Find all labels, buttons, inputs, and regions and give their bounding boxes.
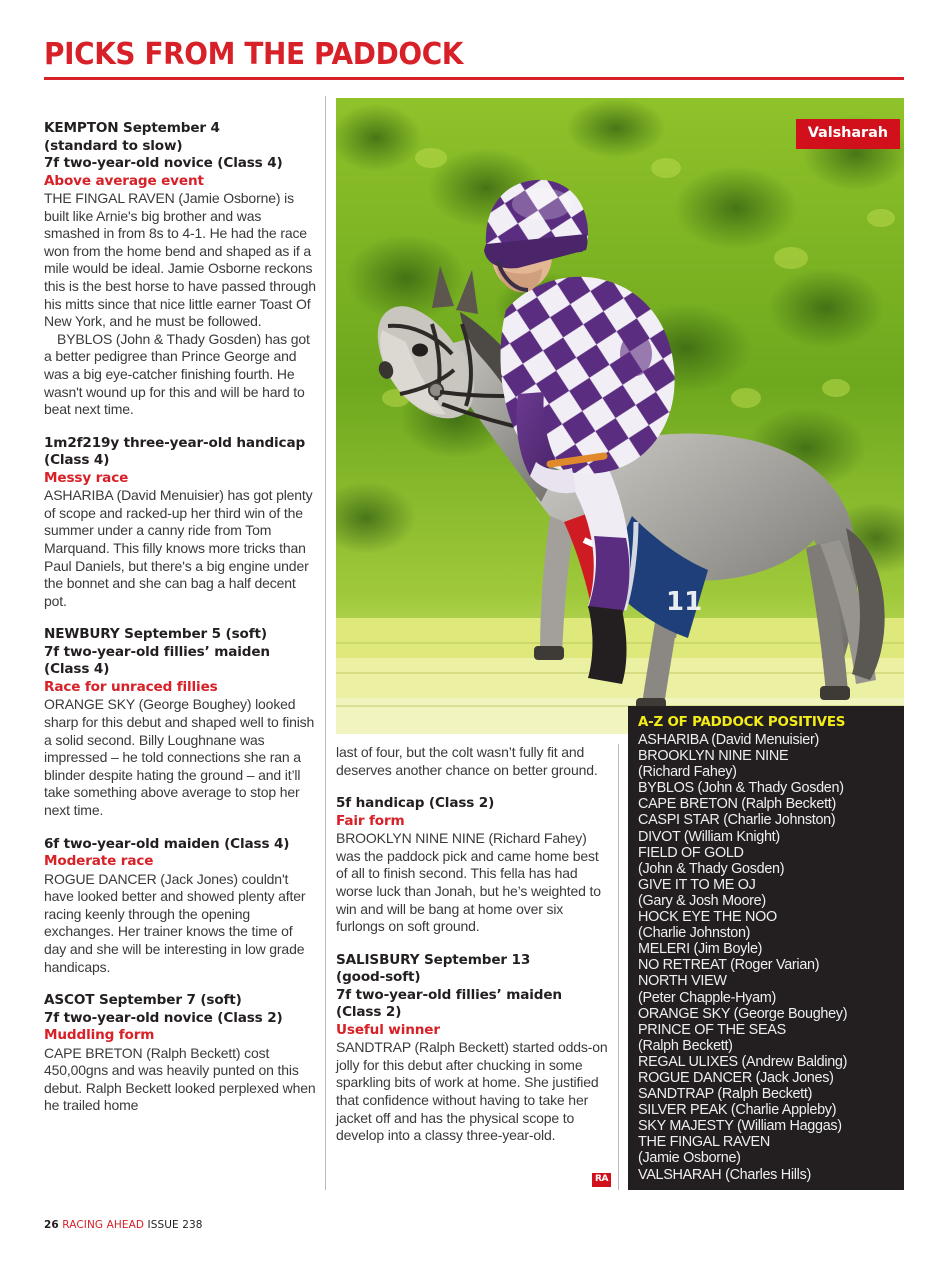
race-header: KEMPTON September 4 (standard to slow) 7f two-year-old novice (Class 4) (44, 120, 283, 171)
list-item: SILVER PEAK (Charlie Appleby) (638, 1102, 837, 1119)
race-subhead: Moderate race (44, 853, 154, 870)
footer-page-number: 26 (44, 1219, 59, 1231)
text-column-1 (44, 120, 316, 1115)
text-column-2 (336, 744, 608, 1145)
race-paragraph: ORANGE SKY (George Boughey) looked sharp for this debut and shaped well to finish a solid second. Billy Loughnane was impressed – he told connections she ran a blinder despite hating the ground – and it’ll take something above average to stop her next time. (44, 696, 315, 818)
list-item: (Peter Chapple-Hyam) (638, 989, 776, 1006)
list-item: MELERI (Jim Boyle) (638, 941, 763, 958)
list-item: NO RETREAT (Roger Varian) (638, 957, 820, 974)
photo-caption: Valsharah (796, 119, 900, 149)
list-item: (Ralph Beckett) (638, 1037, 733, 1054)
race-header: 5f handicap (Class 2) (336, 795, 495, 812)
end-of-article-mark: RA (592, 1173, 611, 1187)
column-divider-left (325, 96, 326, 1190)
race-subhead: Messy race (44, 469, 129, 486)
list-item: SANDTRAP (Ralph Beckett) (638, 1086, 813, 1103)
list-item: BROOKLYN NINE NINE (638, 748, 789, 765)
list-item: ASHARIBA (David Menuisier) (638, 732, 819, 748)
spacer (336, 779, 608, 795)
paddock-photo-illustration (336, 98, 904, 734)
a-z-box-title: A-Z OF PADDOCK POSITIVES (638, 715, 846, 730)
race-header: 1m2f219y three-year-old handicap (Class 4) (44, 434, 306, 469)
list-item: NORTH VIEW (638, 973, 727, 990)
list-item: SKY MAJESTY (William Haggas) (638, 1118, 842, 1135)
list-item: CASPI STAR (Charlie Johnston) (638, 812, 836, 829)
list-item: FIELD OF GOLD (638, 844, 744, 861)
race-paragraph: last of four, but the colt wasn’t fully fit and deserves another chance on better ground. (336, 744, 598, 778)
spacer (44, 820, 316, 836)
column-divider-right (618, 744, 619, 1190)
list-item: (John & Thady Gosden) (638, 860, 785, 877)
page-footer (44, 1219, 203, 1231)
list-item: REGAL ULIXES (Andrew Balding) (638, 1053, 848, 1070)
spacer (336, 936, 608, 952)
spacer (44, 419, 316, 435)
list-item: CAPE BRETON (Ralph Beckett) (638, 796, 836, 813)
list-item: ORANGE SKY (George Boughey) (638, 1005, 848, 1022)
page-title: PICKS FROM THE PADDOCK (44, 37, 464, 72)
race-paragraph: CAPE BRETON (Ralph Beckett) cost 450,00gns and was heavily punted on this debut. Ralph Beckett looked perplexed when he trailed home (44, 1044, 316, 1114)
race-header: SALISBURY September 13 (good-soft) 7f two-year-old fillies’ maiden (Class 2) (336, 951, 562, 1021)
race-paragraph: BYBLOS (John & Thady Gosden) has got a better pedigree than Prince George and was a big eye-catcher finishing fourth. He wasn't wound up for this and will be hard to beat next time. (44, 330, 310, 418)
race-block (336, 795, 608, 936)
list-item: HOCK EYE THE NOO (638, 909, 777, 926)
a-z-entry-list (638, 732, 894, 1183)
race-subhead: Race for unraced fillies (44, 678, 218, 695)
footer-magazine-name: RACING AHEAD (62, 1219, 145, 1231)
race-header: NEWBURY September 5 (soft) 7f two-year-old fillies’ maiden (Class 4) (44, 626, 270, 678)
race-block (44, 626, 316, 819)
spacer (44, 610, 316, 626)
list-item: PRINCE OF THE SEAS (638, 1021, 786, 1038)
list-item: (Richard Fahey) (638, 764, 737, 781)
footer-issue: ISSUE 238 (147, 1219, 203, 1231)
race-paragraph: BROOKLYN NINE NINE (Richard Fahey) was the paddock pick and came home best of all to finish second. This fella has had worse luck than Jonah, but he’s weighted to win and will be bang at home over six furlongs on soft ground. (336, 830, 601, 935)
race-block-continuation (336, 744, 608, 779)
svg-text:11: 11 (666, 587, 703, 617)
race-paragraph: THE FINGAL RAVEN (Jamie Osborne) is built like Arnie's big brother and was smashed in from 8s to 4-1. He had the race won from the home bend and shaped as if a mile would be ideal. Jamie Osborne reckons this is the best horse to have passed through his mitts since that nice little earner Toast Of New York, and he must be followed. (44, 190, 316, 330)
race-header: ASCOT September 7 (soft) 7f two-year-old novice (Class 2) (44, 992, 283, 1026)
race-paragraph: ROGUE DANCER (Jack Jones) couldn't have looked better and showed plenty after racing keenly through the opening exchanges. Her trainer knows the time of day and she will be interesting in low grade handicaps. (44, 870, 306, 975)
race-block (44, 435, 316, 611)
masthead (44, 37, 904, 80)
race-block (44, 992, 316, 1115)
a-z-paddock-positives-box (628, 706, 904, 1190)
list-item: (Jamie Osborne) (638, 1150, 741, 1167)
list-item: (Charlie Johnston) (638, 925, 751, 942)
list-item: ROGUE DANCER (Jack Jones) (638, 1069, 834, 1086)
list-item: DIVOT (William Knight) (638, 828, 780, 845)
list-item: VALSHARAH (Charles Hills) (638, 1166, 811, 1183)
race-subhead: Fair form (336, 812, 405, 829)
masthead-divider (44, 77, 904, 80)
list-item: (Gary & Josh Moore) (638, 892, 766, 909)
race-subhead: Above average event (44, 172, 204, 189)
race-block (336, 952, 608, 1145)
list-item: BYBLOS (John & Thady Gosden) (638, 780, 844, 797)
race-subhead: Useful winner (336, 1021, 440, 1038)
race-subhead: Muddling form (44, 1027, 155, 1044)
race-paragraph: SANDTRAP (Ralph Beckett) started odds-on jolly for this debut after chucking in some sparkling bits of work at home. She justified that confidence without having to take her jacket off and has the physical scope to develop into a classy three-year-old. (336, 1039, 608, 1144)
race-block (44, 120, 316, 419)
race-header: 6f two-year-old maiden (Class 4) (44, 835, 290, 852)
list-item: THE FINGAL RAVEN (638, 1134, 770, 1151)
race-block (44, 836, 316, 977)
spacer (44, 976, 316, 992)
race-paragraph: ASHARIBA (David Menuisier) has got plenty of scope and racked-up her third win of the summer under a canny ride from Tom Marquand. This filly knows more tricks than Paul Daniels, but there's a big engine under the bonnet and she can bag a half decent pot. (44, 487, 313, 609)
list-item: GIVE IT TO ME OJ (638, 876, 756, 893)
paddock-photo (336, 98, 904, 734)
